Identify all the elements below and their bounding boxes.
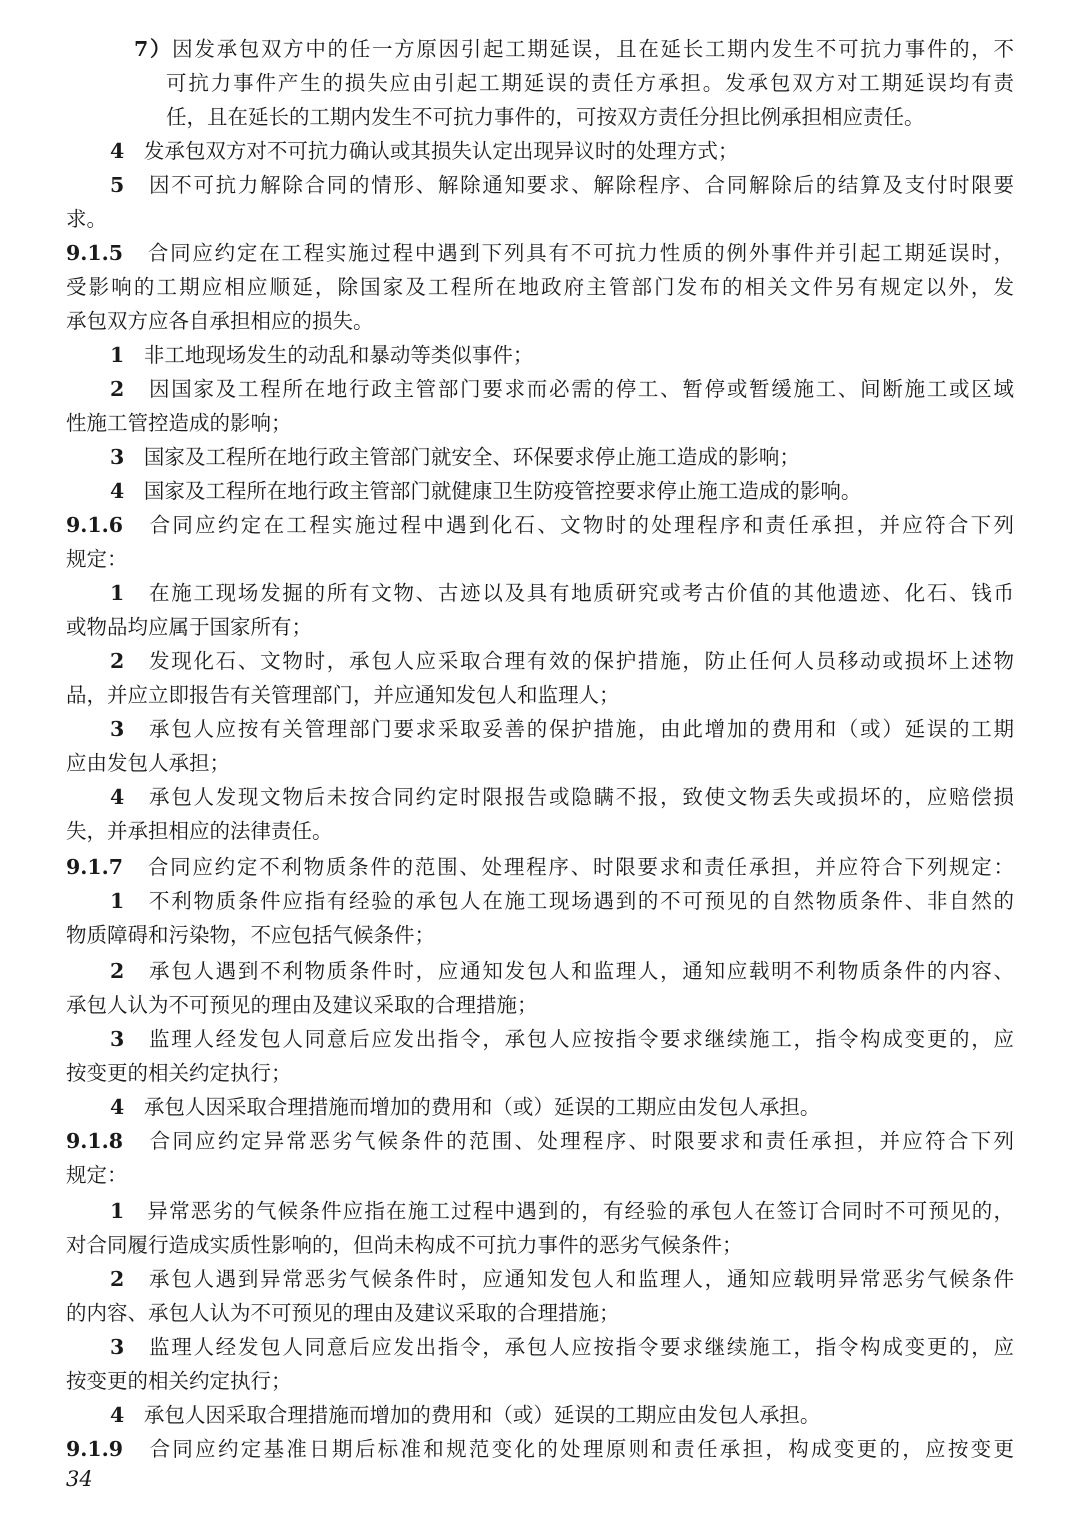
text-line [66, 1056, 1014, 1090]
line-text: 非工地现场发生的动乱和暴动等类似事件； [143, 343, 534, 367]
line-text: 承包人应按有关管理部门要求采取妥善的保护措施，由此增加的费用和（或）延误的工期 [149, 717, 1014, 741]
text-line [110, 474, 1014, 508]
line-text: 合同应约定异常恶劣气候条件的范围、处理程序、时限要求和责任承担，并应符合下列 [149, 1129, 1014, 1153]
item-number: 2 [110, 649, 125, 673]
text-line [110, 1022, 1014, 1056]
item-number: 7） [134, 37, 173, 61]
text-line [110, 134, 1014, 168]
item-number: 4 [110, 479, 125, 503]
line-text: 监理人经发包人同意后应发出指令，承包人应按指令要求继续施工，指令构成变更的，应 [149, 1027, 1014, 1051]
text-line [66, 988, 1014, 1022]
line-text: 任，且在延长的工期内发生不可抗力事件的，可按双方责任分担比例承担相应责任。 [166, 105, 925, 129]
line-text: 发现化石、文物时，承包人应采取合理有效的保护措施，防止任何人员移动或损坏上述物 [149, 649, 1014, 673]
line-text: 异常恶劣的气候条件应指在施工过程中遇到的，有经验的承包人在签订合同时不可预见的， [147, 1199, 1014, 1223]
item-number: 5 [110, 173, 125, 197]
item-number: 4 [110, 785, 125, 809]
line-text: 可抗力事件产生的损失应由引起工期延误的责任方承担。发承包双方对工期延误均有责 [166, 71, 1014, 95]
line-text: 因不可抗力解除合同的情形、解除通知要求、解除程序、合同解除后的结算及支付时限要 [149, 173, 1014, 197]
line-text: 合同应约定在工程实施过程中遇到化石、文物时的处理程序和责任承担，并应符合下列 [149, 513, 1014, 537]
clause-number: 9.1.8 [66, 1129, 124, 1153]
text-line [66, 850, 1014, 884]
text-line [66, 746, 1014, 780]
text-line [110, 372, 1014, 406]
item-number: 2 [110, 377, 125, 401]
line-text: 对合同履行造成实质性影响的，但尚未构成不可抗力事件的恶劣气候条件； [66, 1233, 743, 1257]
text-line [66, 236, 1014, 270]
text-line [110, 1398, 1014, 1432]
line-text: 发承包双方对不可抗力确认或其损失认定出现异议时的处理方式； [143, 139, 739, 163]
clause-number: 9.1.7 [66, 855, 124, 879]
text-line [110, 780, 1014, 814]
line-text: 按变更的相关约定执行； [66, 1369, 292, 1393]
item-number: 3 [110, 717, 125, 741]
line-text: 国家及工程所在地行政主管部门就健康卫生防疫管控要求停止施工造成的影响。 [143, 479, 862, 503]
item-number: 3 [110, 445, 125, 469]
line-text: 品，并应立即报告有关管理部门，并应通知发包人和监理人； [66, 683, 620, 707]
text-line [66, 1158, 1014, 1192]
clause-number: 9.1.6 [66, 513, 124, 537]
text-line [166, 66, 1014, 100]
line-text: 承包人遇到异常恶劣气候条件时，应通知发包人和监理人，通知应载明异常恶劣气候条件 [149, 1267, 1014, 1291]
text-line [66, 406, 1014, 440]
text-line [110, 1090, 1014, 1124]
text-line [110, 954, 1014, 988]
text-line [66, 202, 1014, 236]
line-text: 承包双方应各自承担相应的损失。 [66, 309, 374, 333]
line-text: 规定： [66, 547, 128, 571]
line-text: 按变更的相关约定执行； [66, 1061, 292, 1085]
text-line [110, 440, 1014, 474]
text-line [134, 32, 1014, 66]
clause-number: 9.1.5 [66, 241, 124, 265]
clause-number: 9.1.9 [66, 1437, 124, 1461]
line-text: 因国家及工程所在地行政主管部门要求而必需的停工、暂停或暂缓施工、间断施工或区域 [149, 377, 1014, 401]
text-line [110, 338, 1014, 372]
text-line [110, 1262, 1014, 1296]
text-line [66, 610, 1014, 644]
line-text: 性施工管控造成的影响； [66, 411, 292, 435]
text-line [66, 814, 1014, 848]
line-text: 失，并承担相应的法律责任。 [66, 819, 333, 843]
item-number: 4 [110, 139, 125, 163]
line-text: 的内容、承包人认为不可预见的理由及建议采取的合理措施； [66, 1301, 620, 1325]
item-number: 3 [110, 1335, 125, 1359]
text-line [66, 1432, 1014, 1466]
line-text: 在施工现场发掘的所有文物、古迹以及具有地质研究或考古价值的其他遗迹、化石、钱币 [149, 581, 1014, 605]
item-number: 4 [110, 1403, 125, 1427]
line-text: 承包人因采取合理措施而增加的费用和（或）延误的工期应由发包人承担。 [143, 1403, 821, 1427]
line-text: 承包人遇到不利物质条件时，应通知发包人和监理人，通知应载明不利物质条件的内容、 [149, 959, 1014, 983]
line-text: 应由发包人承担； [66, 751, 230, 775]
text-line [166, 100, 1014, 134]
text-line [110, 1194, 1014, 1228]
line-text: 求。 [66, 207, 107, 231]
line-text: 因发承包双方中的任一方原因引起工期延误，且在延长工期内发生不可抗力事件的，不 [172, 37, 1014, 61]
line-text: 合同应约定在工程实施过程中遇到下列具有不可抗力性质的例外事件并引起工期延误时， [147, 241, 1014, 265]
text-line [66, 1364, 1014, 1398]
line-text: 承包人因采取合理措施而增加的费用和（或）延误的工期应由发包人承担。 [143, 1095, 821, 1119]
text-line [110, 576, 1014, 610]
line-text: 不利物质条件应指有经验的承包人在施工现场遇到的不可预见的自然物质条件、非自然的 [149, 889, 1014, 913]
text-line [110, 884, 1014, 918]
item-number: 3 [110, 1027, 125, 1051]
item-number: 1 [110, 889, 125, 913]
line-text: 规定： [66, 1163, 128, 1187]
line-text: 合同应约定不利物质条件的范围、处理程序、时限要求和责任承担，并应符合下列规定： [147, 855, 1014, 879]
item-number: 1 [110, 581, 125, 605]
text-line [66, 918, 1014, 952]
page-number: 34 [66, 1467, 93, 1491]
text-line [66, 304, 1014, 338]
item-number: 2 [110, 1267, 125, 1291]
line-text: 合同应约定基准日期后标准和规范变化的处理原则和责任承担，构成变更的，应按变更 [149, 1437, 1014, 1461]
text-line [66, 1228, 1014, 1262]
line-text: 物质障碍和污染物，不应包括气候条件； [66, 923, 435, 947]
line-text: 承包人发现文物后未按合同约定时限报告或隐瞒不报，致使文物丢失或损坏的，应赔偿损 [149, 785, 1014, 809]
text-line [66, 508, 1014, 542]
item-number: 1 [110, 1199, 125, 1223]
text-line [110, 168, 1014, 202]
line-text: 国家及工程所在地行政主管部门就安全、环保要求停止施工造成的影响； [143, 445, 800, 469]
text-line [110, 1330, 1014, 1364]
text-line [110, 644, 1014, 678]
item-number: 4 [110, 1095, 125, 1119]
text-line [66, 1296, 1014, 1330]
line-text: 监理人经发包人同意后应发出指令，承包人应按指令要求继续施工，指令构成变更的，应 [149, 1335, 1014, 1359]
text-line [66, 270, 1014, 304]
text-line [66, 542, 1014, 576]
line-text: 承包人认为不可预见的理由及建议采取的合理措施； [66, 993, 538, 1017]
text-line [66, 678, 1014, 712]
text-line [66, 1124, 1014, 1158]
line-text: 或物品均应属于国家所有； [66, 615, 312, 639]
line-text: 受影响的工期应相应顺延，除国家及工程所在地政府主管部门发布的相关文件另有规定以外，发 [66, 275, 1014, 299]
item-number: 2 [110, 959, 125, 983]
item-number: 1 [110, 343, 125, 367]
text-line [110, 712, 1014, 746]
